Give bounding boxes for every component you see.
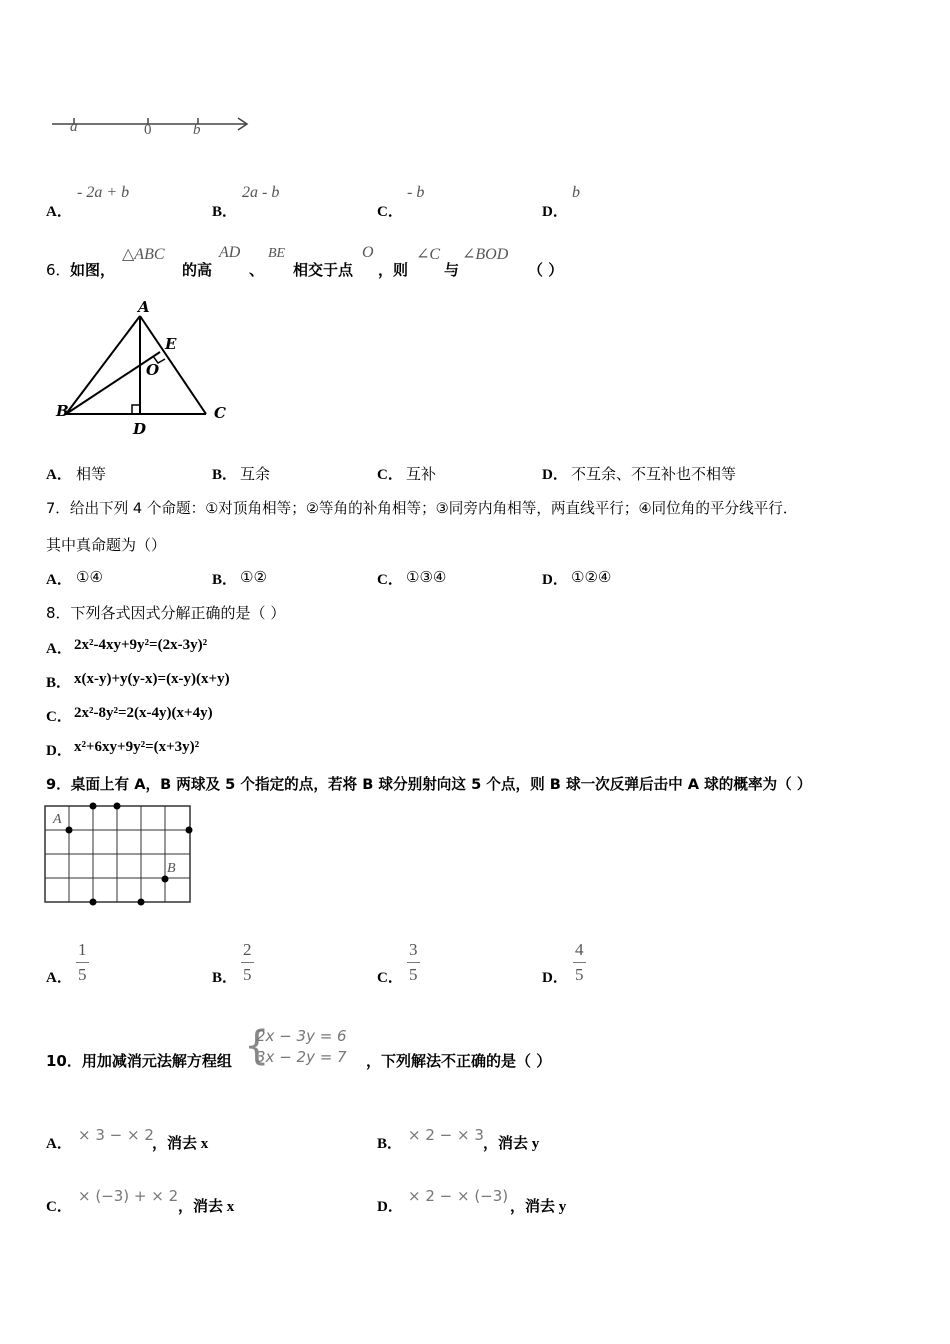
- q6-fig-label-c: C: [214, 404, 226, 422]
- q10-option-c-label: C．: [46, 1199, 72, 1215]
- q10-option-b-label: B．: [377, 1136, 403, 1152]
- q6-stem-part1: 如图，: [70, 261, 116, 279]
- number-line-label-0: 0: [144, 122, 152, 138]
- q5-option-c-math: - b: [407, 184, 425, 201]
- q10-stem-a: 10．用加减消元法解方程组: [46, 1052, 232, 1070]
- q5-option-a-label: A．: [46, 204, 72, 220]
- q5-option-c-label: C．: [377, 204, 403, 220]
- q9-option-d-label: D．: [542, 970, 568, 986]
- q6-option-d-label: D．: [542, 467, 568, 483]
- q6-math-angle-c: ∠C: [416, 246, 441, 263]
- q5-option-d-label: D．: [542, 204, 568, 220]
- q10-option-d-label: D．: [377, 1199, 403, 1215]
- q6-option-c-label: C．: [377, 467, 403, 483]
- q7-option-c-label: C．: [377, 572, 403, 588]
- q8-option-a-label: A．: [46, 641, 72, 657]
- q6-math-o: O: [362, 244, 374, 261]
- q8-option-b-label: B．: [46, 675, 72, 691]
- q9-option-a-denominator: 5: [78, 965, 87, 984]
- q6-stem-part2: 的高: [182, 261, 213, 279]
- q6-fig-label-b: B: [56, 402, 69, 420]
- q10-option-b-math: × 2 − × 3: [408, 1126, 484, 1144]
- q7-option-b-label: B．: [212, 572, 238, 588]
- q9-option-b-fraction: [241, 940, 254, 985]
- q9-option-c-fraction: [407, 940, 420, 985]
- q9-option-c-numerator: 3: [407, 940, 420, 963]
- q10-option-d-tail: ，消去 y: [510, 1199, 567, 1215]
- q6-option-c-text: 互补: [406, 465, 437, 483]
- q6-stem-part6: 与: [444, 261, 460, 279]
- q8-option-b-text: x(x-y)+y(y-x)=(x-y)(x+y): [74, 671, 230, 687]
- q6-option-a-label: A．: [46, 467, 72, 483]
- q5-option-b-label: B．: [212, 204, 238, 220]
- q10-option-c-tail: ，消去 x: [178, 1199, 235, 1215]
- q10-option-b-tail: ，消去 y: [483, 1136, 540, 1152]
- q10-stem-b: ，下列解法不正确的是（ ）: [366, 1052, 552, 1070]
- q6-stem-part3: 、: [249, 261, 265, 279]
- q8-option-c-text: 2x²-8y²=2(x-4y)(x+4y): [74, 705, 213, 721]
- q5-option-d-math: b: [572, 184, 580, 201]
- q6-option-b-text: 互余: [240, 465, 271, 483]
- q10-option-c-math: × (−3) + × 2: [78, 1187, 179, 1205]
- q8-option-a-text: 2x²-4xy+9y²=(2x-3y)²: [74, 637, 208, 653]
- q7-option-a-text: ①④: [76, 568, 103, 586]
- q9-fig-label-a: A: [53, 812, 62, 827]
- q9-grid-figure: [44, 800, 196, 912]
- q6-stem-part7: （ ）: [528, 261, 564, 279]
- q9-option-c-label: C．: [377, 970, 403, 986]
- q9-option-b-numerator: 2: [241, 940, 254, 963]
- q6-math-ad: AD: [219, 244, 241, 261]
- q7-option-d-text: ①②④: [571, 568, 612, 586]
- q6-option-b-label: B．: [212, 467, 238, 483]
- q9-stem: 9．桌面上有 A，B 两球及 5 个指定的点，若将 B 球分别射向这 5 个点，则 B 球一次反弹后击中 A 球的概率为（ ）: [46, 776, 812, 793]
- q7-stem-line1: 7．给出下列 4 个命题：①对顶角相等；②等角的补角相等；③同旁内角相等，两直线平行；④同位角的平分线平行．: [46, 500, 798, 517]
- q6-stem-part5: ，则: [378, 261, 409, 279]
- q10-option-a-math: × 3 − × 2: [78, 1126, 154, 1144]
- q8-option-d-text: x²+6xy+9y²=(x+3y)²: [74, 739, 200, 755]
- q7-option-a-label: A．: [46, 572, 72, 588]
- q9-option-a-label: A．: [46, 970, 72, 986]
- q10-option-a-label: A．: [46, 1136, 72, 1152]
- number-line-label-a: a: [70, 119, 78, 135]
- q6-fig-label-a: A: [138, 298, 150, 316]
- q10-brace: {: [244, 1023, 270, 1069]
- q6-option-a-text: 相等: [76, 465, 107, 483]
- q5-option-b-math: 2a - b: [242, 184, 280, 201]
- q8-option-c-label: C．: [46, 709, 72, 725]
- q6-fig-label-e: E: [165, 335, 177, 353]
- q9-option-a-numerator: 1: [76, 940, 89, 963]
- q10-equation-2: 3x − 2y = 7: [256, 1048, 347, 1066]
- q6-option-d-text: 不互余、不互补也不相等: [571, 465, 737, 483]
- q9-option-b-denominator: 5: [243, 965, 252, 984]
- q6-fig-label-d: D: [133, 420, 147, 438]
- q7-option-b-text: ①②: [240, 568, 267, 586]
- q9-option-c-denominator: 5: [409, 965, 418, 984]
- q5-option-a-math: - 2a + b: [77, 184, 130, 201]
- q9-option-d-numerator: 4: [573, 940, 586, 963]
- q6-math-triangle: △ABC: [122, 246, 165, 263]
- q10-option-a-tail: ，消去 x: [152, 1136, 209, 1152]
- q9-option-a-fraction: [76, 940, 89, 985]
- q9-fig-label-b: B: [167, 861, 176, 876]
- q8-option-d-label: D．: [46, 743, 72, 759]
- q10-equation-1: 2x − 3y = 6: [256, 1027, 347, 1045]
- q6-math-be: BE: [268, 246, 286, 261]
- q6-stem-part4: 相交于点: [293, 261, 354, 279]
- q7-option-c-text: ①③④: [406, 568, 447, 586]
- q7-stem-line2: 其中真命题为（）: [46, 536, 167, 554]
- q9-option-b-label: B．: [212, 970, 238, 986]
- q6-math-angle-bod: ∠BOD: [462, 246, 509, 263]
- q6-number: 6．: [46, 261, 71, 279]
- number-line-label-b: b: [193, 122, 201, 138]
- q10-option-d-math: × 2 − × (−3): [408, 1187, 509, 1205]
- q9-option-d-fraction: [573, 940, 586, 985]
- q9-option-d-denominator: 5: [575, 965, 584, 984]
- q8-stem: 8．下列各式因式分解正确的是（ ）: [46, 604, 286, 622]
- number-line-figure: [48, 108, 258, 153]
- q6-fig-label-o: O: [146, 361, 160, 379]
- q7-option-d-label: D．: [542, 572, 568, 588]
